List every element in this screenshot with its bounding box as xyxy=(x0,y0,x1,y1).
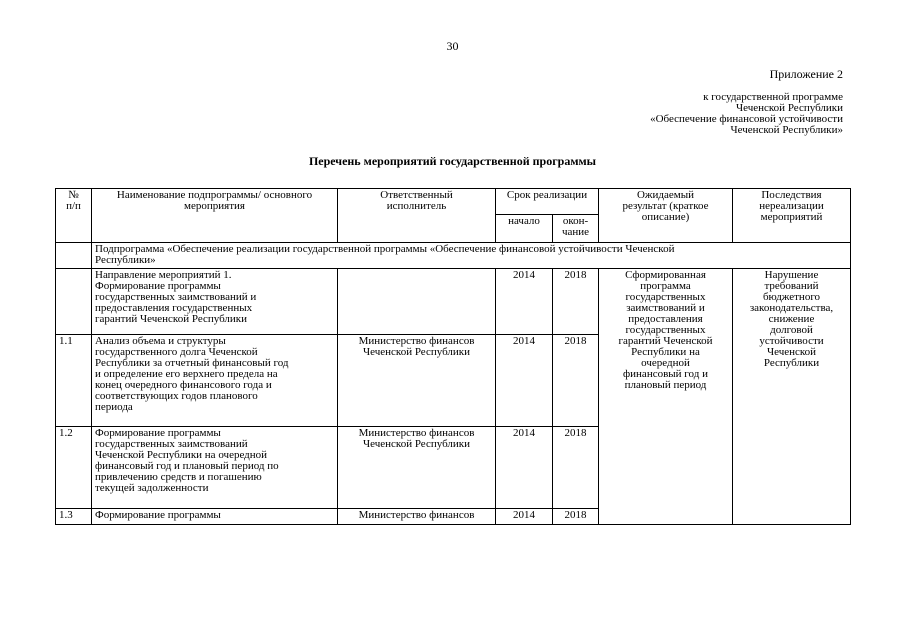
appendix-line: Чеченской Республики xyxy=(735,102,843,114)
row-start: 2014 xyxy=(496,427,553,509)
header-period: Срок реализации xyxy=(496,189,599,215)
row-end: 2018 xyxy=(553,427,599,509)
direction-start: 2014 xyxy=(496,269,553,335)
row-executor: Министерство финансов Чеченской Республики xyxy=(338,427,496,509)
row-num: 1.3 xyxy=(56,509,92,525)
appendix-subtitle xyxy=(650,92,843,136)
row-num: 1.1 xyxy=(56,335,92,427)
expected-result: Сформированная программа государственных заимствований и предоставления государственных гарантий Чеченской Республики на очередной финансовый год и плановый период xyxy=(599,269,733,525)
row-num: 1.2 xyxy=(56,427,92,509)
row-name: Формирование программы xyxy=(92,509,338,525)
row-end: 2018 xyxy=(553,509,599,525)
row-name: Формирование программы государственных заимствований Чеченской Республики на очередной финансовый год и плановый период по привлечению средств и погашению текущей задолженности xyxy=(92,427,338,509)
page-number: 30 xyxy=(446,39,459,53)
subprogram-title: Подпрограмма «Обеспечение реализации государственной программы «Обеспечение финансовой устойчивости Чеченской Республики» xyxy=(92,243,851,269)
direction-name: Направление мероприятий 1. Формирование программы государственных заимствований и предоставления государственных гарантий Чеченской Республики xyxy=(92,269,338,335)
appendix-line: к государственной программе xyxy=(703,91,843,103)
row-start: 2014 xyxy=(496,509,553,525)
header-result: Ожидаемый результат (краткое описание) xyxy=(599,189,733,243)
direction-num-cell xyxy=(56,269,92,335)
activities-table xyxy=(55,188,851,525)
header-executor: Ответственный исполнитель xyxy=(338,189,496,243)
header-row xyxy=(56,189,851,215)
direction-row xyxy=(56,269,851,335)
appendix-label: Приложение 2 xyxy=(769,67,843,81)
direction-executor xyxy=(338,269,496,335)
header-end: окон- чание xyxy=(553,215,599,243)
document-title: Перечень мероприятий государственной программы xyxy=(308,154,597,168)
header-start: начало xyxy=(496,215,553,243)
header-name: Наименование подпрограммы/ основного мероприятия xyxy=(92,189,338,243)
consequences: Нарушение требований бюджетного законодательства, снижение долговой устойчивости Чеченской Республики xyxy=(733,269,851,525)
row-end: 2018 xyxy=(553,335,599,427)
direction-end: 2018 xyxy=(553,269,599,335)
appendix-line: Чеченской Республики» xyxy=(730,124,843,136)
subprogram-row xyxy=(56,243,851,269)
appendix-line: «Обеспечение финансовой устойчивости xyxy=(650,113,843,125)
subprogram-num-cell xyxy=(56,243,92,269)
row-executor: Министерство финансов Чеченской Республики xyxy=(338,335,496,427)
header-num: № п/п xyxy=(56,189,92,243)
row-executor: Министерство финансов xyxy=(338,509,496,525)
header-consequences: Последствия нереализации мероприятий xyxy=(733,189,851,243)
row-start: 2014 xyxy=(496,335,553,427)
row-name: Анализ объема и структуры государственного долга Чеченской Республики за отчетный финансовый год и определение его верхнего предела на конец очередного финансового года и соответствующих годов планового периода xyxy=(92,335,338,427)
